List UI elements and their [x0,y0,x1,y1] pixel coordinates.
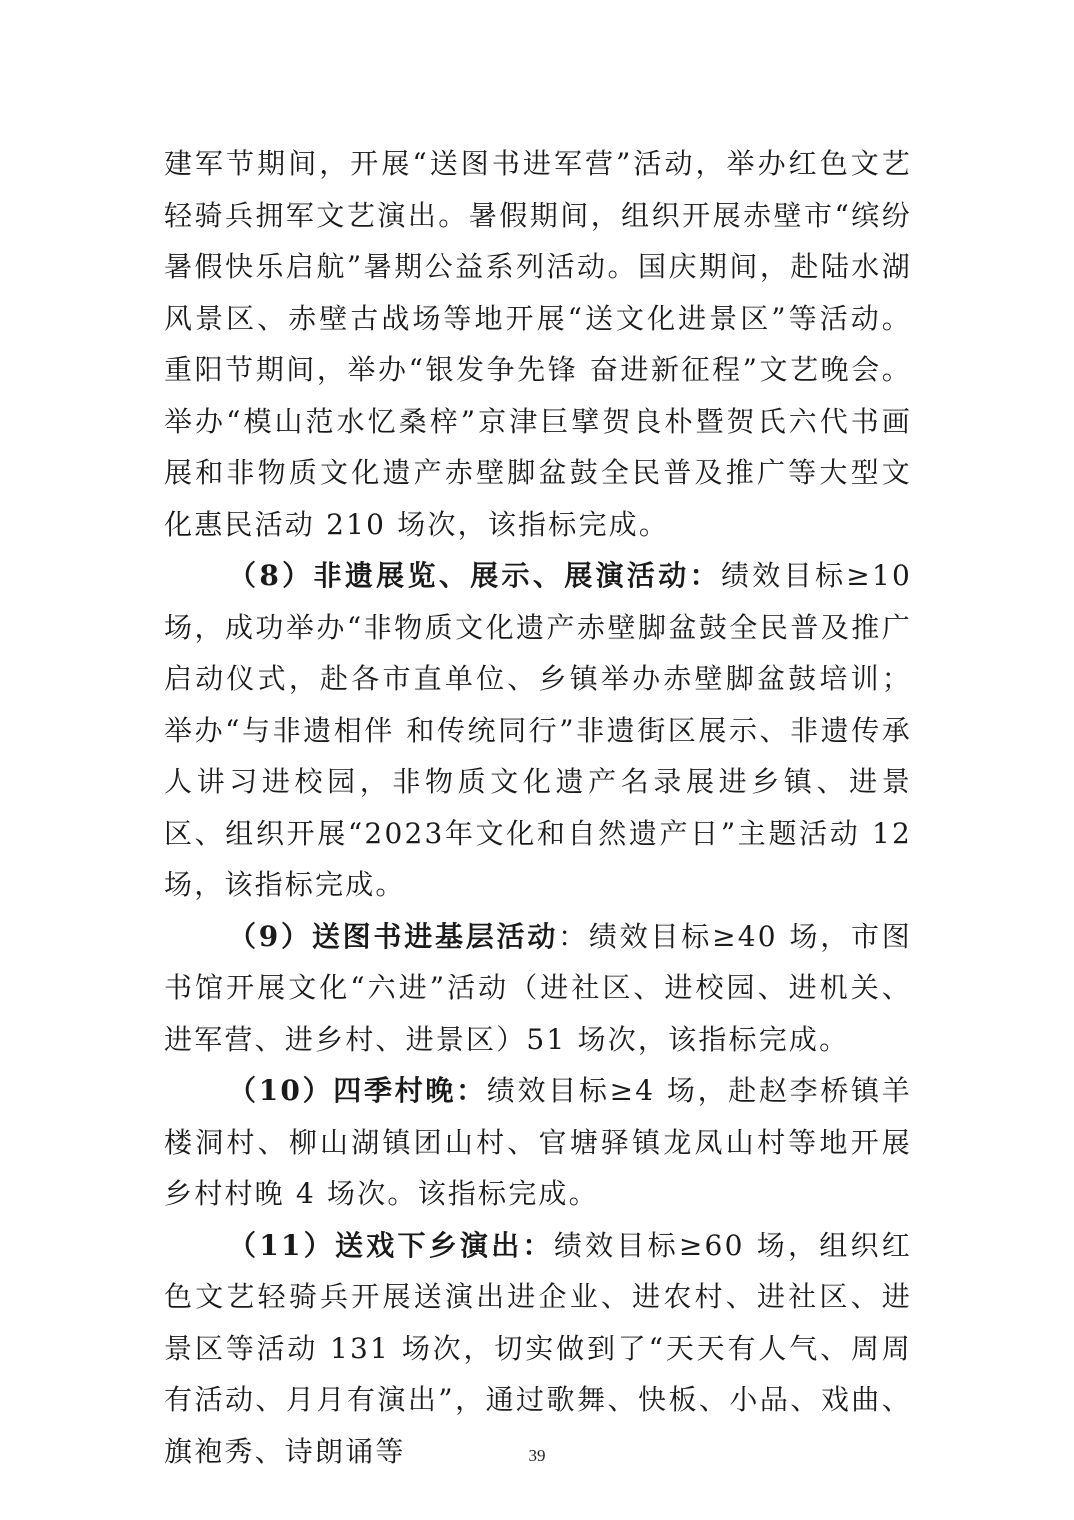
paragraph-item-8 [164,550,912,911]
item-heading: （8）非遗展览、展示、展演活动： [228,559,721,592]
document-body [164,138,912,1477]
item-heading: （10）四季村晚： [228,1074,487,1107]
paragraph-text: 绩效目标≥4 场，赴赵李桥镇羊楼洞村、柳山湖镇团山村、官塘驿镇龙凤山村等地开展乡村村晚 4 场次。该指标完成。 [164,1074,912,1210]
item-heading: （11）送戏下乡演出： [228,1228,554,1262]
paragraph-item-11 [164,1220,912,1478]
paragraph-text: 建军节期间，开展“送图书进军营”活动，举办红色文艺轻骑兵拥军文艺演出。暑假期间，组织开展赤壁市“缤纷暑假快乐启航”暑期公益系列活动。国庆期间，赴陆水湖风景区、赤壁古战场等地开展“送文化进景区”等活动。重阳节期间，举办“银发争先锋 奋进新征程”文艺晚会。举办“模山范水忆桑梓”京津巨擘贺良朴暨贺氏六代书画展和非物质文化遗产赤壁脚盆鼓全民普及推广等大型文化惠民活动 210 场次，该指标完成。 [164,147,912,541]
paragraph-text: 绩效目标≥60 场，组织红色文艺轻骑兵开展送演出进企业、进农村、进社区、进景区等活动 131 场次，切实做到了“天天有人气、周周有活动、月月有演出”，通过歌舞、快板、小品、戏曲、旗袍秀、诗朗诵等 [164,1228,913,1468]
item-heading: （9）送图书进基层活动 [228,919,559,953]
paragraph-continuation [164,138,912,550]
paragraph-text: ：绩效目标≥40 场，市图书馆开展文化“六进”活动（进社区、进校园、进机关、进军营、进乡村、进景区）51 场次，该指标完成。 [164,919,913,1056]
paragraph-item-9 [164,911,912,1066]
page-number: 39 [528,1446,546,1465]
paragraph-item-10 [164,1065,912,1220]
paragraph-text: 绩效目标≥10 场，成功举办“非物质文化遗产赤壁脚盆鼓全民普及推广启动仪式，赴各市直单位、乡镇举办赤壁脚盆鼓培训；举办“与非遗相伴 和传统同行”非遗街区展示、非遗传承人讲习进校园，非物质文化遗产名录展进乡镇、进景区、组织开展“2023年文化和自然遗产日”主题活动 12 场，该指标完成。 [164,559,912,901]
